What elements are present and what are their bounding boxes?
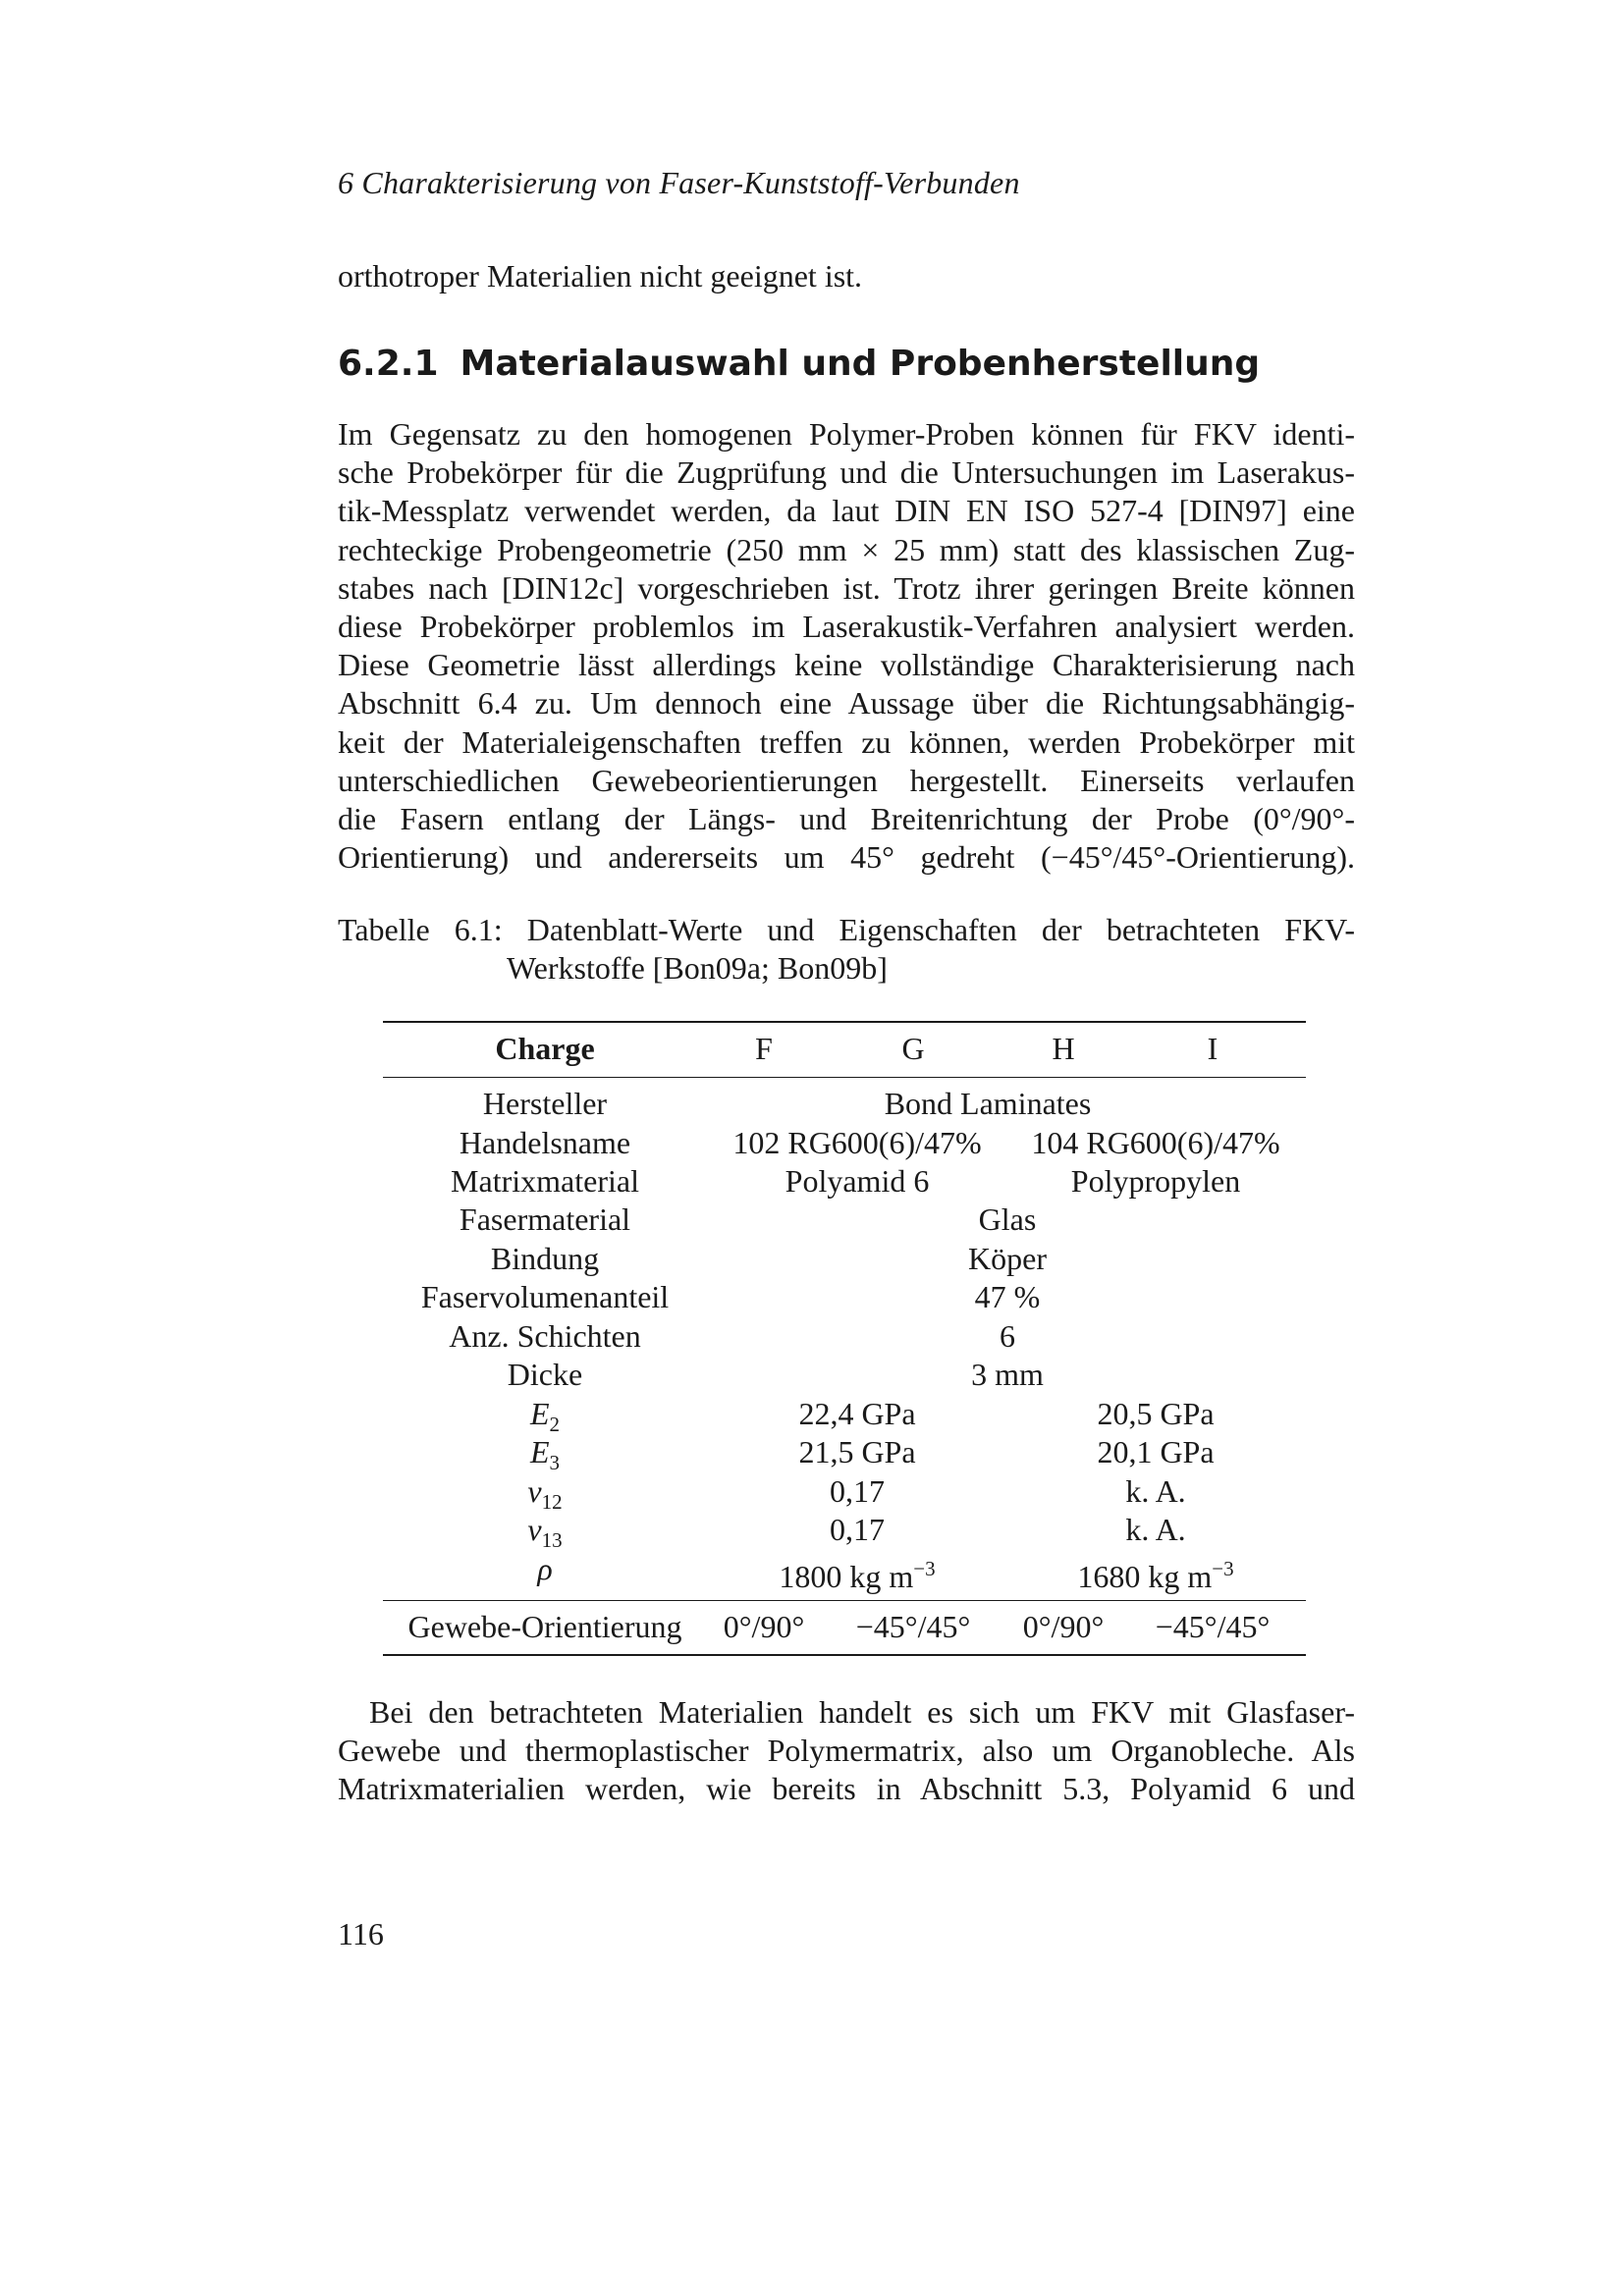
text-line: keit der Materialeigenschaften treffen zu können, werden Probekörper mit [338,723,1355,760]
row-value: 22,4 GPa [798,1396,916,1431]
row-value: −45°/45° [855,1609,971,1644]
caption-line: Werkstoffe [Bon09a; Bon09b] [507,950,888,986]
row-label: Bindung [490,1241,600,1276]
text-line: Bei den betrachteten Materialien handelt es sich um FKV mit Glasfaser- [369,1694,1355,1730]
intro-line [338,257,1355,295]
row-value: 6 [1000,1318,1015,1354]
section-number: 6.2.1 [338,344,439,384]
symbol-subscript: 2 [549,1413,561,1436]
caption-line: Tabelle 6.1: Datenblatt-Werte und Eigenschaften der betrachteten FKV- [338,912,1355,947]
row-value: 0,17 [830,1473,885,1509]
row-value: Glas [978,1201,1037,1237]
row-value: −45°/45° [1155,1609,1271,1644]
section-heading [338,344,1260,384]
row-label: Anz. Schichten [449,1318,641,1354]
text-line: diese Probekörper problemlos im Laserakustik-Verfahren analysiert werden. [338,609,1355,645]
table-mid-rule [383,1600,1306,1601]
table-header-col: F [755,1031,773,1066]
density-value: 1800 kg m [779,1559,914,1594]
row-value: 0,17 [830,1512,885,1547]
table-header-col: H [1052,1031,1075,1066]
row-value: Bond Laminates [884,1086,1092,1121]
row-label: Fasermaterial [459,1201,631,1237]
row-label: Gewebe-Orientierung [407,1609,682,1644]
symbol: ν [527,1473,542,1509]
row-value [1077,1551,1233,1594]
row-label: Faservolumenanteil [420,1279,670,1314]
section-title: Materialauswahl und Probenherstellung [460,344,1261,384]
row-value: 0°/90° [1022,1609,1105,1644]
symbol: ν [527,1512,542,1547]
table-bottom-rule [383,1654,1306,1656]
row-value: Köper [968,1241,1047,1276]
text-line: unterschiedlichen Gewebeorientierungen hergestellt. Einerseits verlaufen [338,762,1355,798]
text-line: Orientierung) und andererseits um 45° gedreht (−45°/45°-Orientierung). [338,839,1355,876]
row-value: k. A. [1125,1512,1186,1547]
symbol-subscript: 3 [549,1451,561,1474]
text-line: tik-Messplatz verwendet werden, da laut DIN EN ISO 527-4 [DIN97] eine [338,493,1355,529]
row-label: Handelsname [459,1125,631,1160]
text-line: die Fasern entlang der Längs- und Breitenrichtung der Probe (0°/90°- [338,801,1355,837]
row-value: 0°/90° [723,1609,805,1644]
table-header-label: Charge [495,1031,595,1066]
symbol: ρ [537,1551,553,1586]
row-value: 20,1 GPa [1097,1434,1215,1469]
row-label: Dicke [507,1357,583,1392]
table-caption [338,911,1355,988]
paragraph-2 [338,1693,1355,1809]
symbol: E [529,1396,550,1431]
unit-exponent: −3 [1212,1557,1234,1580]
text-line: Matrixmaterialien werden, wie bereits in Abschnitt 5.3, Polyamid 6 und [338,1771,1355,1807]
text-line: rechteckige Probengeometrie (250 mm × 25 mm) statt des klassischen Zug- [338,531,1355,567]
density-value: 1680 kg m [1077,1559,1213,1594]
row-value: 3 mm [971,1357,1044,1392]
text-line: orthotroper Materialien nicht geeignet ist. [338,258,863,294]
row-label: Hersteller [482,1086,608,1121]
text-line: stabes nach [DIN12c] vorgeschrieben ist. Trotz ihrer geringen Breite können [338,569,1355,606]
row-value: 104 RG600(6)/47% [1031,1125,1280,1160]
row-value [779,1551,935,1594]
table-header-col: G [901,1031,925,1066]
row-value: Polyamid 6 [785,1163,930,1199]
symbol-subscript: 12 [541,1490,563,1514]
row-value: k. A. [1125,1473,1186,1509]
page-number: 116 [338,1916,384,1951]
row-value: 47 % [974,1279,1041,1314]
table-top-rule [383,1021,1306,1023]
symbol: E [529,1434,550,1469]
table-header-col: I [1207,1031,1218,1066]
symbol-subscript: 13 [541,1528,563,1552]
running-header: 6 Charakterisierung von Faser-Kunststoff-Verbunden [338,165,1020,200]
row-value: Polypropylen [1070,1163,1241,1199]
row-value: 21,5 GPa [798,1434,916,1469]
text-line: sche Probekörper für die Zugprüfung und die Untersuchungen im Laserakus- [338,454,1355,491]
row-value: 20,5 GPa [1097,1396,1215,1431]
text-line: Gewebe und thermoplastischer Polymermatrix, also um Organobleche. Als [338,1733,1355,1769]
text-line: Im Gegensatz zu den homogenen Polymer-Proben können für FKV identi- [338,416,1355,452]
paragraph-1 [338,415,1355,877]
unit-exponent: −3 [913,1557,936,1580]
row-label: Matrixmaterial [451,1163,639,1199]
row-label-symbol [537,1551,552,1586]
row-value: 102 RG600(6)/47% [732,1125,982,1160]
text-line: Diese Geometrie lässt allerdings keine vollständige Charakterisierung nach [338,647,1355,683]
table-header-rule [383,1077,1306,1078]
text-line: Abschnitt 6.4 zu. Um dennoch eine Aussage über die Richtungsabhängig- [338,685,1355,721]
